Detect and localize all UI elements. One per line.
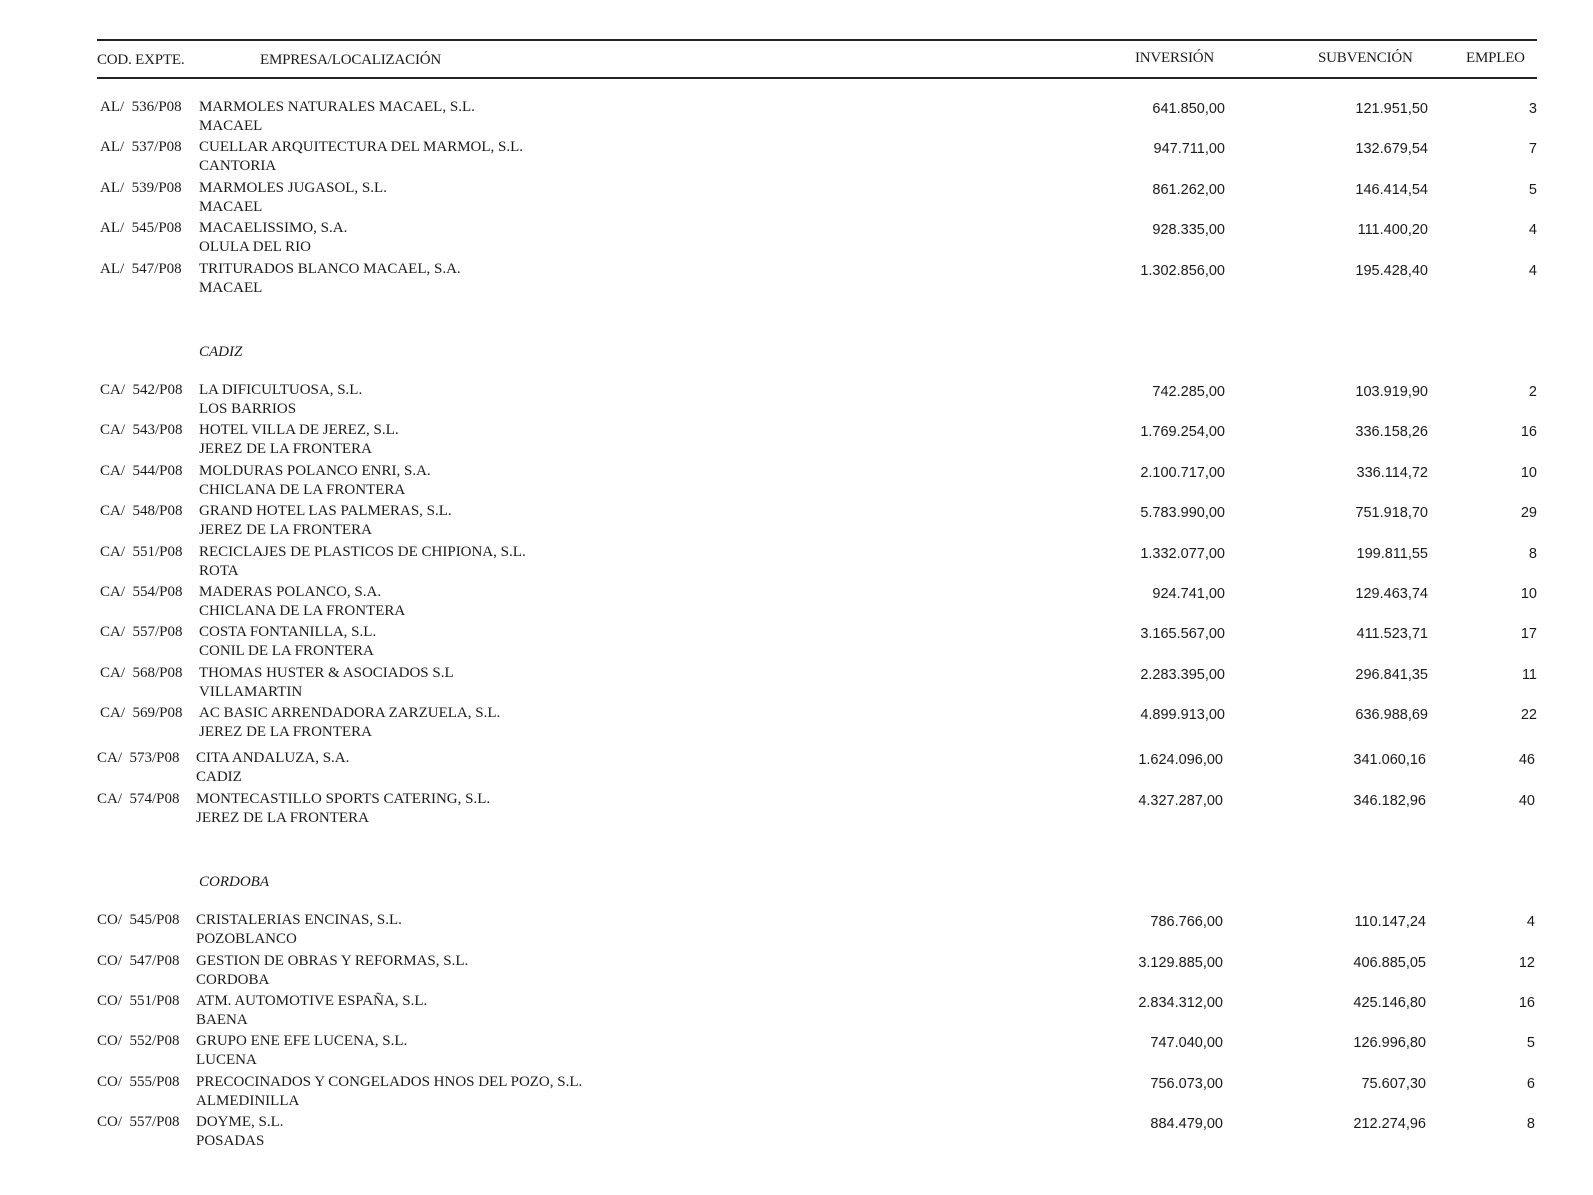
company-name: PRECOCINADOS Y CONGELADOS HNOS DEL POZO, S.L. (196, 1073, 583, 1090)
file-code: CA/ 573/P08 (97, 750, 180, 767)
subsidy-value: 111.400,20 (1357, 222, 1428, 239)
investment-value: 861.262,00 (1152, 181, 1225, 198)
investment-value: 928.335,00 (1152, 222, 1225, 239)
subsidy-value: 636.988,69 (1355, 707, 1428, 724)
employment-value: 11 (1521, 666, 1537, 683)
company-name: MADERAS POLANCO, S.A. (199, 583, 382, 600)
file-code: CO/ 551/P08 (97, 993, 180, 1010)
section-title: CORDOBA (199, 874, 269, 891)
investment-value: 4.899.913,00 (1140, 707, 1225, 724)
header-rule (97, 77, 1537, 79)
company-name: MONTECASTILLO SPORTS CATERING, S.L. (196, 790, 491, 807)
company-name: AC BASIC ARRENDADORA ZARZUELA, S.L. (199, 705, 501, 722)
file-code: CA/ 557/P08 (100, 624, 183, 641)
file-code: CO/ 545/P08 (97, 912, 180, 929)
table-row (0, 503, 1593, 543)
file-code: CA/ 554/P08 (100, 583, 183, 600)
employment-value: 10 (1520, 585, 1537, 602)
file-code: CO/ 555/P08 (97, 1073, 180, 1090)
subsidy-value: 336.114,72 (1356, 464, 1428, 481)
table-row (0, 750, 1593, 790)
header-company: EMPRESA/LOCALIZACIÓN (260, 52, 442, 68)
investment-value: 3.165.567,00 (1140, 626, 1225, 643)
investment-value: 1.624.096,00 (1138, 752, 1223, 769)
company-location: MACAEL (199, 279, 263, 296)
file-code: CO/ 552/P08 (97, 1033, 180, 1050)
company-name: GESTION DE OBRAS Y REFORMAS, S.L. (196, 952, 469, 969)
table-row (0, 665, 1593, 705)
employment-value: 4 (1526, 914, 1535, 931)
company-location: CADIZ (196, 769, 242, 786)
company-name: CUELLAR ARQUITECTURA DEL MARMOL, S.L. (199, 139, 524, 156)
file-code: AL/ 545/P08 (100, 220, 182, 237)
employment-value: 4 (1528, 222, 1537, 239)
investment-value: 747.040,00 (1150, 1035, 1223, 1052)
employment-value: 10 (1520, 464, 1537, 481)
file-code: AL/ 536/P08 (100, 99, 182, 115)
employment-value: 3 (1528, 101, 1537, 117)
employment-value: 16 (1518, 995, 1535, 1012)
company-name: HOTEL VILLA DE JEREZ, S.L. (199, 422, 399, 439)
subsidy-value: 336.158,26 (1355, 424, 1428, 441)
table-row (0, 912, 1593, 952)
table-row (0, 1074, 1593, 1114)
file-code: CA/ 574/P08 (97, 790, 180, 807)
file-code: CO/ 557/P08 (97, 1114, 180, 1131)
investment-value: 742.285,00 (1152, 383, 1225, 400)
company-location: POSADAS (196, 1133, 265, 1150)
company-location: JEREZ DE LA FRONTERA (199, 522, 372, 539)
company-name: GRUPO ENE EFE LUCENA, S.L. (196, 1033, 408, 1050)
subsidy-value: 212.274,96 (1353, 1116, 1426, 1133)
company-location: MACAEL (199, 118, 263, 134)
investment-value: 2.283.395,00 (1140, 666, 1225, 683)
subsidy-value: 129.463,74 (1355, 585, 1428, 602)
company-location: MACAEL (199, 198, 263, 215)
file-code: CA/ 569/P08 (100, 705, 183, 722)
table-row (0, 422, 1593, 462)
employment-value: 8 (1528, 545, 1537, 562)
company-location: CHICLANA DE LA FRONTERA (199, 481, 406, 498)
file-code: CA/ 544/P08 (100, 462, 183, 479)
employment-value: 29 (1520, 505, 1537, 522)
investment-value: 5.783.990,00 (1140, 505, 1225, 522)
table-row (0, 993, 1593, 1033)
subsidy-value: 121.951,50 (1355, 101, 1428, 117)
investment-value: 1.302.856,00 (1140, 262, 1225, 279)
company-location: JEREZ DE LA FRONTERA (199, 441, 372, 458)
file-code: CA/ 542/P08 (100, 381, 183, 398)
file-code: CA/ 551/P08 (100, 543, 183, 560)
subsidy-value: 346.182,96 (1353, 792, 1426, 809)
file-code: CA/ 543/P08 (100, 422, 183, 439)
table-row (0, 382, 1593, 422)
employment-value: 22 (1520, 707, 1537, 724)
subsidy-value: 199.811,55 (1356, 545, 1428, 562)
subsidy-value: 751.918,70 (1355, 505, 1428, 522)
subsidy-value: 425.146,80 (1353, 995, 1426, 1012)
company-location: CORDOBA (196, 971, 270, 988)
header-subsidy: SUBVENCIÓN (1318, 50, 1413, 66)
company-name: DOYME, S.L. (196, 1114, 284, 1131)
subsidy-value: 296.841,35 (1355, 666, 1428, 683)
table-row (0, 463, 1593, 503)
header-code: COD. EXPTE. (97, 52, 185, 68)
investment-value: 924.741,00 (1152, 585, 1225, 602)
employment-value: 40 (1518, 792, 1535, 809)
investment-value: 2.834.312,00 (1138, 995, 1223, 1012)
company-name: GRAND HOTEL LAS PALMERAS, S.L. (199, 503, 452, 520)
file-code: AL/ 537/P08 (100, 139, 182, 156)
table-row (0, 1114, 1593, 1154)
file-code: CA/ 548/P08 (100, 503, 183, 520)
investment-value: 1.332.077,00 (1140, 545, 1225, 562)
table-row (0, 139, 1593, 179)
top-rule (97, 39, 1537, 41)
company-location: JEREZ DE LA FRONTERA (199, 724, 372, 741)
employment-value: 7 (1528, 141, 1537, 158)
subsidy-value: 146.414,54 (1355, 181, 1428, 198)
employment-value: 46 (1518, 752, 1535, 769)
company-location: LOS BARRIOS (199, 400, 297, 417)
section-title: CADIZ (199, 343, 243, 360)
employment-value: 16 (1520, 424, 1537, 441)
table-row (0, 180, 1593, 220)
subsidy-value: 406.885,05 (1353, 954, 1426, 971)
company-location: ROTA (199, 562, 239, 579)
file-code: AL/ 539/P08 (100, 179, 182, 196)
header-employment: EMPLEO (1466, 50, 1525, 66)
company-location: LUCENA (196, 1052, 257, 1069)
table-row (0, 584, 1593, 624)
employment-value: 2 (1528, 383, 1537, 400)
company-name: LA DIFICULTUOSA, S.L. (199, 381, 363, 398)
company-location: OLULA DEL RIO (199, 239, 311, 256)
table-row (0, 1033, 1593, 1073)
company-location: JEREZ DE LA FRONTERA (196, 809, 369, 826)
employment-value: 4 (1528, 262, 1537, 279)
investment-value: 3.129.885,00 (1138, 954, 1223, 971)
company-name: RECICLAJES DE PLASTICOS DE CHIPIONA, S.L. (199, 543, 526, 560)
section-heading (0, 301, 1593, 382)
table-row (0, 791, 1593, 831)
employment-value: 8 (1526, 1116, 1535, 1133)
subsidy-value: 110.147,24 (1354, 914, 1426, 931)
employment-value: 12 (1518, 954, 1535, 971)
company-name: THOMAS HUSTER & ASOCIADOS S.L (199, 664, 454, 681)
company-name: CRISTALERIAS ENCINAS, S.L. (196, 912, 402, 929)
subsidy-value: 126.996,80 (1353, 1035, 1426, 1052)
company-name: MARMOLES NATURALES MACAEL, S.L. (199, 99, 475, 115)
header-investment: INVERSIÓN (1135, 50, 1215, 66)
company-location: BAENA (196, 1012, 248, 1029)
company-name: MOLDURAS POLANCO ENRI, S.A. (199, 462, 431, 479)
company-location: ALMEDINILLA (196, 1092, 300, 1109)
subsidy-value: 195.428,40 (1355, 262, 1428, 279)
table-row (0, 953, 1593, 993)
company-name: MACAELISSIMO, S.A. (199, 220, 348, 237)
employment-value: 5 (1526, 1035, 1535, 1052)
investment-value: 786.766,00 (1150, 914, 1223, 931)
file-code: AL/ 547/P08 (100, 260, 182, 277)
company-name: COSTA FONTANILLA, S.L. (199, 624, 377, 641)
subsidy-value: 341.060,16 (1353, 752, 1426, 769)
table-body (0, 99, 1593, 1155)
investment-value: 756.073,00 (1150, 1075, 1223, 1092)
table-row (0, 705, 1593, 745)
table-row (0, 220, 1593, 260)
subsidy-value: 411.523,71 (1356, 626, 1428, 643)
table-row (0, 624, 1593, 664)
subsidy-value: 75.607,30 (1361, 1075, 1426, 1092)
employment-value: 17 (1520, 626, 1537, 643)
investment-value: 2.100.717,00 (1140, 464, 1225, 481)
employment-value: 6 (1526, 1075, 1535, 1092)
subsidy-value: 103.919,90 (1355, 383, 1428, 400)
investment-value: 1.769.254,00 (1140, 424, 1225, 441)
investment-value: 884.479,00 (1150, 1116, 1223, 1133)
company-name: ATM. AUTOMOTIVE ESPAÑA, S.L. (196, 993, 428, 1010)
company-location: CONIL DE LA FRONTERA (199, 643, 374, 660)
subsidy-value: 132.679,54 (1355, 141, 1428, 158)
investment-value: 947.711,00 (1153, 141, 1225, 158)
investment-value: 4.327.287,00 (1138, 792, 1223, 809)
company-name: TRITURADOS BLANCO MACAEL, S.A. (199, 260, 461, 277)
company-location: POZOBLANCO (196, 931, 297, 948)
company-location: CANTORIA (199, 158, 277, 175)
table-row (0, 261, 1593, 301)
company-name: MARMOLES JUGASOL, S.L. (199, 179, 387, 196)
file-code: CA/ 568/P08 (100, 664, 183, 681)
company-name: CITA ANDALUZA, S.A. (196, 750, 350, 767)
table-row (0, 99, 1593, 139)
company-location: CHICLANA DE LA FRONTERA (199, 602, 406, 619)
investment-value: 641.850,00 (1152, 101, 1225, 117)
file-code: CO/ 547/P08 (97, 952, 180, 969)
company-location: VILLAMARTIN (199, 683, 303, 700)
table-row (0, 544, 1593, 584)
section-heading (0, 831, 1593, 912)
employment-value: 5 (1528, 181, 1537, 198)
